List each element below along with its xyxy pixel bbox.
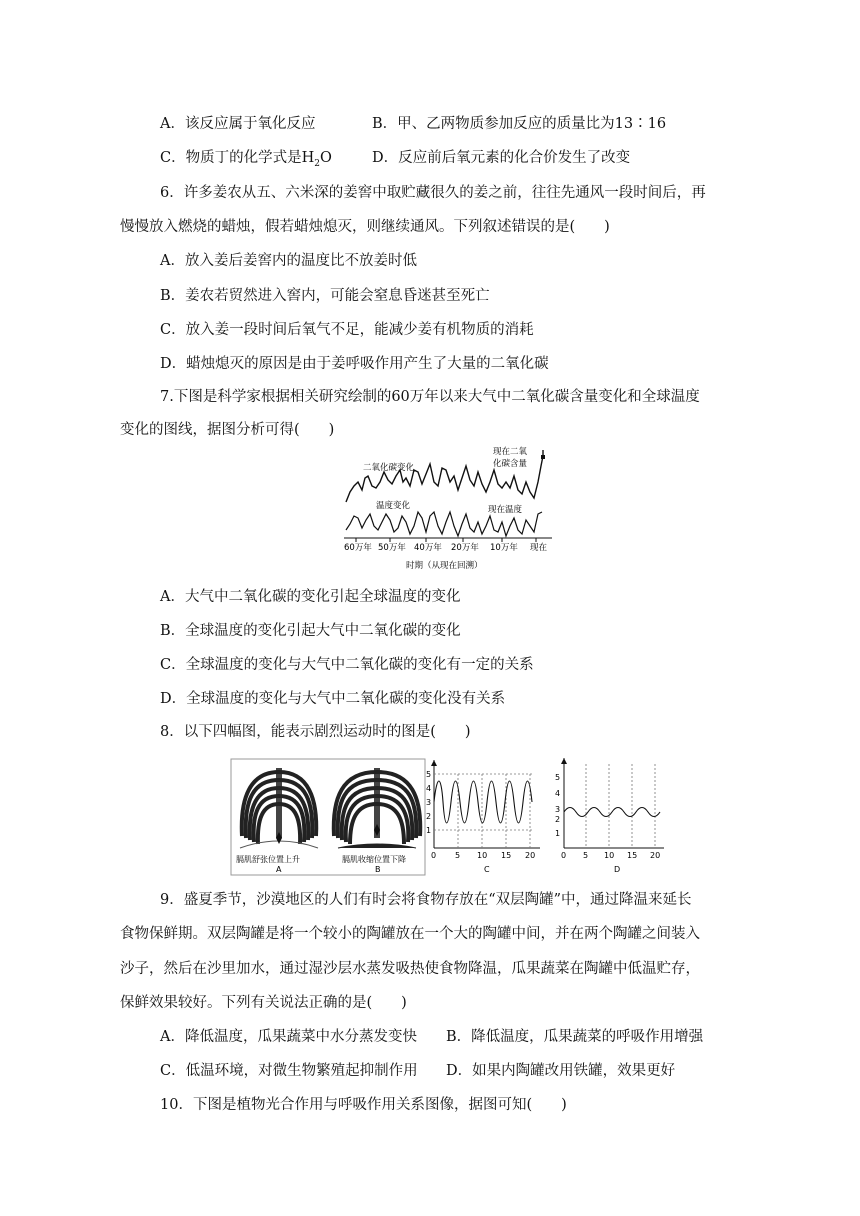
q9-stem-line1: 9．盛夏季节，沙漠地区的人们有时会将食物存放在“双层陶罐”中，通过降温来延长	[160, 892, 692, 908]
breathing-graph-c	[424, 754, 544, 876]
graph-d-x-tick: 15	[627, 851, 638, 860]
q10-stem: 10．下图是植物光合作用与呼吸作用关系图像，据图可知( )	[160, 1097, 567, 1113]
q8-stem: 8．以下四幅图，能表示剧烈运动时的图是( )	[160, 724, 471, 740]
graph-d-x-tick: 10	[604, 851, 615, 860]
q6-option-d: D．蜡烛熄灭的原因是由于姜呼吸作用产生了大量的二氧化碳	[160, 356, 549, 372]
q5-option-a: A．该反应属于氧化反应	[160, 116, 316, 132]
q6-option-b: B．姜农若贸然进入窖内，可能会窒息昏迷甚至死亡	[160, 288, 490, 304]
q7-option-a: A．大气中二氧化碳的变化引起全球温度的变化	[160, 589, 461, 605]
breathing-graph-d	[552, 754, 668, 876]
q7-option-d: D．全球温度的变化与大气中二氧化碳的变化没有关系	[160, 691, 506, 707]
graph-c-x-tick: 20	[525, 851, 536, 860]
q9-option-d: D．如果内陶罐改用铁罐，效果更好	[446, 1063, 676, 1079]
time-tick-label: 20万年	[451, 543, 479, 553]
graph-d-y-tick: 3	[555, 805, 561, 814]
graph-d-x-tick: 20	[650, 851, 661, 860]
graph-d-x-tick: 5	[583, 851, 589, 860]
time-tick-label: 10万年	[490, 543, 518, 553]
figure-b-label: B	[375, 865, 381, 874]
graph-c-y-tick: 1	[426, 826, 432, 835]
co2-curve-label: 二氧化碳变化	[363, 463, 415, 473]
q6-stem-line2: 慢慢放入燃烧的蜡烛，假若蜡烛熄灭，则继续通风。下列叙述错误的是( )	[120, 219, 610, 235]
graph-c-x-tick: 15	[501, 851, 512, 860]
q6-stem-line1: 6．许多姜农从五、六米深的姜窖中取贮藏很久的姜之前，往往先通风一段时间后，再	[160, 185, 706, 201]
q7-option-b: B．全球温度的变化引起大气中二氧化碳的变化	[160, 623, 461, 639]
q5-option-b: B．甲、乙两物质参加反应的质量比为13∶16	[372, 116, 667, 132]
q5-option-c: C．物质丁的化学式是$H_2O$	[160, 150, 332, 169]
figure-b-caption: 膈肌收缩位置下降	[342, 855, 406, 864]
temperature-curve	[346, 512, 542, 536]
q9-option-a: A．降低温度，瓜果蔬菜中水分蒸发变快	[160, 1029, 417, 1045]
graph-d-x-tick: 0	[561, 851, 567, 860]
graph-c-y-tick: 3	[426, 798, 432, 807]
current-co2-label-2: 化碳含量	[493, 459, 528, 469]
temperature-curve-label: 温度变化	[376, 501, 411, 511]
graph-c-y-tick: 4	[426, 784, 432, 793]
time-axis-title: 时期（从现在回溯）	[406, 561, 483, 571]
graph-d-y-tick: 2	[555, 815, 561, 824]
graph-c-y-tick: 2	[426, 812, 432, 821]
q7-option-c: C．全球温度的变化与大气中二氧化碳的变化有一定的关系	[160, 657, 534, 673]
graph-d-y-tick: 1	[555, 829, 561, 838]
rib-cage-a	[240, 768, 318, 848]
graph-c-x-tick: 0	[431, 851, 437, 860]
q7-stem-line1: 7.下图是科学家根据相关研究绘制的60万年以来大气中二氧化碳含量变化和全球温度	[160, 389, 700, 405]
graph-c-label: C	[484, 865, 490, 874]
co2-temperature-figure	[338, 442, 558, 574]
time-tick-label: 现在	[530, 543, 548, 553]
time-tick-label: 60万年	[344, 543, 372, 553]
current-temperature-label: 现在温度	[488, 505, 523, 515]
graph-d-y-tick: 4	[555, 789, 561, 798]
co2-curve	[346, 450, 545, 502]
rib-cage-figures	[230, 758, 426, 876]
current-co2-label-1: 现在二氧	[493, 447, 528, 457]
time-tick-label: 50万年	[378, 543, 406, 553]
q6-option-a: A．放入姜后姜窖内的温度比不放姜时低	[160, 253, 417, 269]
time-axis-ticks	[356, 538, 536, 542]
q7-stem-line2: 变化的图线，据图分析可得( )	[120, 422, 335, 438]
graph-c-x-tick: 5	[455, 851, 461, 860]
q9-stem-line2: 食物保鲜期。双层陶罐是将一个较小的陶罐放在一个大的陶罐中间，并在两个陶罐之间装入	[120, 926, 700, 942]
graph-c-y-tick: 5	[426, 770, 432, 779]
graph-d-label: D	[614, 865, 621, 874]
q6-option-c: C．放入姜一段时间后氧气不足，能减少姜有机物质的消耗	[160, 322, 534, 338]
graph-d-y-tick: 5	[555, 773, 561, 782]
q9-stem-line3: 沙子，然后在沙里加水，通过湿沙层水蒸发吸热使食物降温，瓜果蔬菜在陶罐中低温贮存，	[120, 961, 700, 977]
q9-option-b: B．降低温度，瓜果蔬菜的呼吸作用增强	[446, 1029, 704, 1045]
q9-option-c: C．低温环境，对微生物繁殖起抑制作用	[160, 1063, 418, 1079]
rib-cage-b	[334, 768, 420, 848]
q9-stem-line4: 保鲜效果较好。下列有关说法正确的是( )	[120, 995, 407, 1011]
graph-c-x-tick: 10	[477, 851, 488, 860]
figure-a-label: A	[276, 865, 282, 874]
q5-option-d: D．反应前后氧元素的化合价发生了改变	[372, 150, 631, 166]
figure-a-caption: 膈肌舒张位置上升	[236, 855, 300, 864]
time-tick-label: 40万年	[414, 543, 442, 553]
